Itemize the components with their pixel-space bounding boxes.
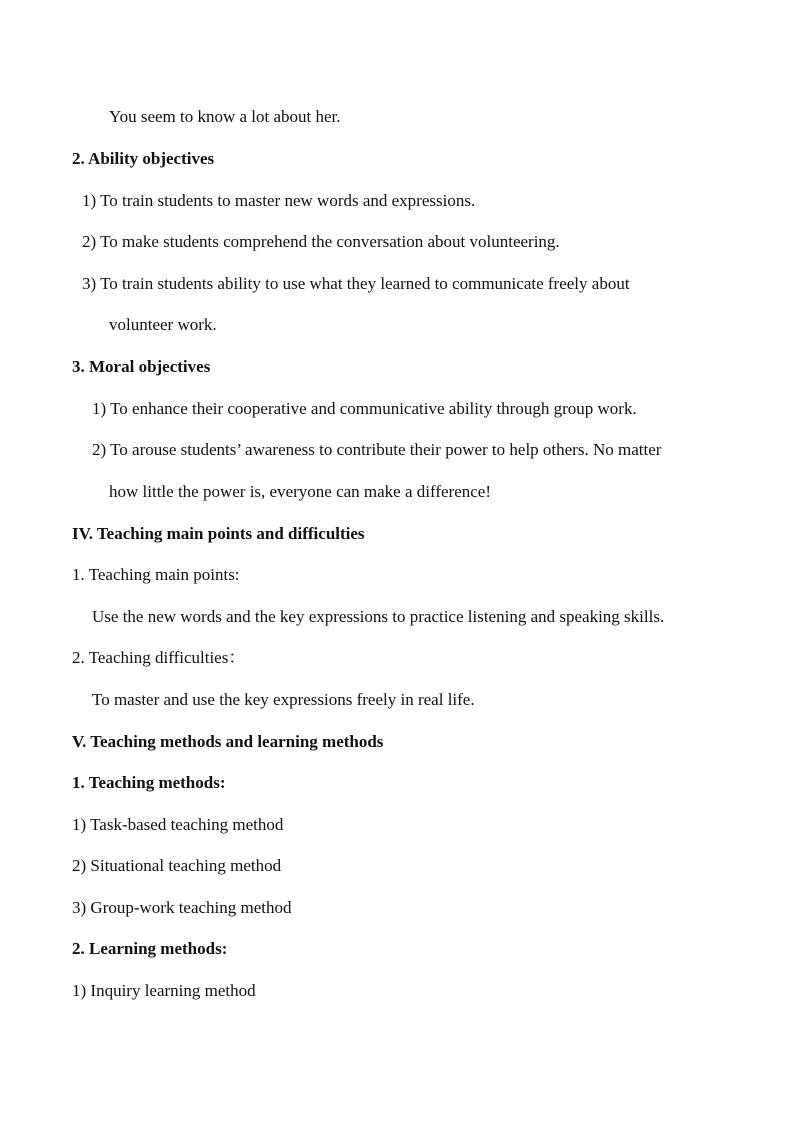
section-heading-moral-objectives: 3. Moral objectives — [72, 357, 211, 376]
list-item: 2) To make students comprehend the conversation about volunteering. — [82, 232, 560, 251]
text-line: Use the new words and the key expressions to practice listening and speaking skills. — [92, 607, 665, 626]
section-heading-ability-objectives: 2. Ability objectives — [72, 149, 215, 168]
list-item: 3) Group-work teaching method — [72, 898, 292, 917]
list-item: 1) To train students to master new words and expressions. — [82, 191, 476, 210]
list-item: 1) Inquiry learning method — [72, 981, 256, 1000]
list-item: 2) To arouse students’ awareness to contribute their power to help others. No matter — [92, 440, 662, 459]
list-item-continuation: volunteer work. — [109, 315, 217, 334]
text-line: To master and use the key expressions freely in real life. — [92, 690, 475, 709]
subheading: 1. Teaching main points: — [72, 565, 240, 584]
subheading-learning-methods: 2. Learning methods: — [72, 939, 228, 958]
text-line: You seem to know a lot about her. — [109, 107, 341, 126]
subheading: 2. Teaching difficulties： — [72, 648, 246, 667]
subheading-teaching-methods: 1. Teaching methods: — [72, 773, 226, 792]
list-item: 2) Situational teaching method — [72, 856, 282, 875]
list-item: 1) Task-based teaching method — [72, 815, 284, 834]
list-item: 1) To enhance their cooperative and communicative ability through group work. — [92, 399, 637, 418]
list-item-continuation: how little the power is, everyone can make a difference! — [109, 482, 492, 501]
section-heading-methods: V. Teaching methods and learning methods — [72, 732, 384, 751]
section-heading-main-points: IV. Teaching main points and difficulties — [72, 524, 365, 543]
list-item: 3) To train students ability to use what they learned to communicate freely about — [82, 274, 630, 293]
